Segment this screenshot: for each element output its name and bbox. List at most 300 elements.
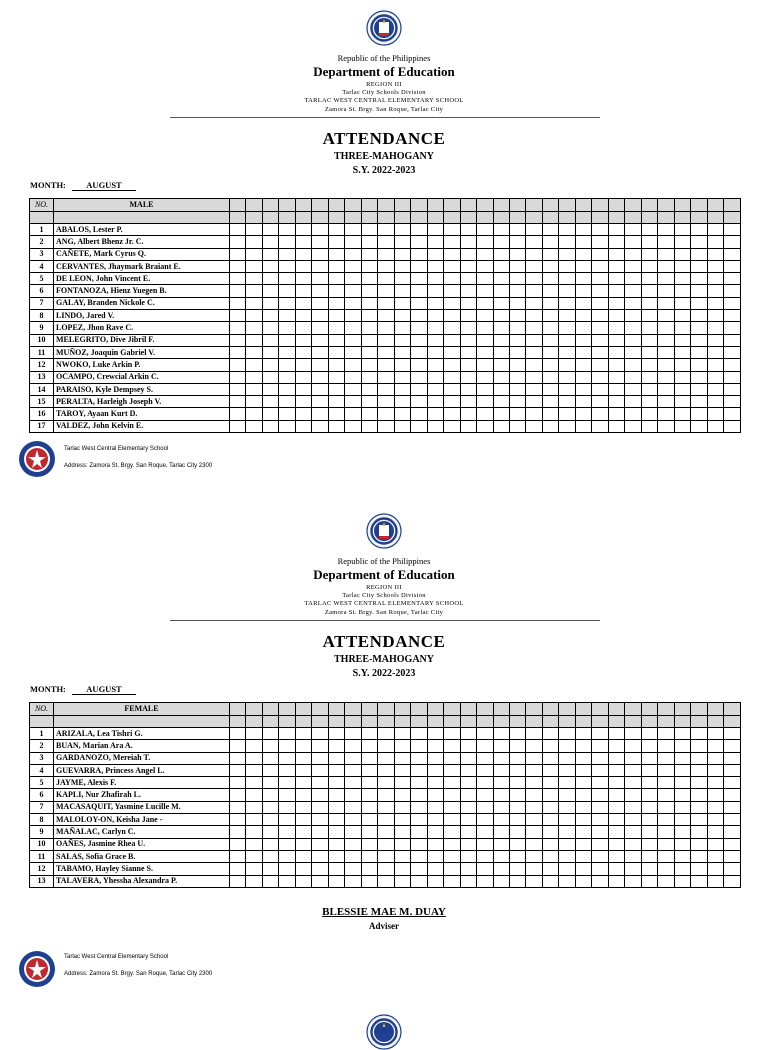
attendance-cell[interactable] (608, 814, 624, 826)
attendance-cell[interactable] (444, 396, 460, 408)
attendance-cell[interactable] (361, 408, 377, 420)
attendance-cell[interactable] (724, 420, 741, 432)
attendance-cell[interactable] (460, 728, 476, 740)
attendance-cell[interactable] (328, 777, 344, 789)
attendance-cell[interactable] (328, 740, 344, 752)
attendance-cell[interactable] (641, 224, 657, 236)
attendance-cell[interactable] (526, 420, 542, 432)
attendance-cell[interactable] (526, 310, 542, 322)
attendance-cell[interactable] (608, 285, 624, 297)
attendance-cell[interactable] (658, 740, 674, 752)
attendance-cell[interactable] (378, 789, 394, 801)
attendance-cell[interactable] (658, 814, 674, 826)
attendance-cell[interactable] (411, 728, 427, 740)
attendance-cell[interactable] (509, 322, 525, 334)
attendance-cell[interactable] (279, 408, 295, 420)
attendance-cell[interactable] (361, 334, 377, 346)
attendance-cell[interactable] (230, 789, 246, 801)
attendance-cell[interactable] (328, 236, 344, 248)
attendance-cell[interactable] (246, 875, 262, 887)
attendance-cell[interactable] (526, 371, 542, 383)
attendance-cell[interactable] (575, 777, 591, 789)
attendance-cell[interactable] (625, 334, 641, 346)
attendance-cell[interactable] (724, 273, 741, 285)
attendance-cell[interactable] (724, 875, 741, 887)
attendance-cell[interactable] (724, 850, 741, 862)
attendance-cell[interactable] (246, 359, 262, 371)
attendance-cell[interactable] (658, 248, 674, 260)
attendance-cell[interactable] (575, 396, 591, 408)
attendance-cell[interactable] (262, 789, 278, 801)
attendance-cell[interactable] (378, 396, 394, 408)
attendance-cell[interactable] (724, 297, 741, 309)
attendance-cell[interactable] (262, 777, 278, 789)
attendance-cell[interactable] (691, 273, 707, 285)
attendance-cell[interactable] (230, 383, 246, 395)
attendance-cell[interactable] (444, 359, 460, 371)
attendance-cell[interactable] (279, 740, 295, 752)
attendance-cell[interactable] (526, 838, 542, 850)
attendance-cell[interactable] (328, 408, 344, 420)
attendance-cell[interactable] (312, 346, 328, 358)
attendance-cell[interactable] (394, 826, 410, 838)
attendance-cell[interactable] (707, 383, 723, 395)
attendance-cell[interactable] (592, 764, 608, 776)
attendance-cell[interactable] (477, 740, 493, 752)
attendance-cell[interactable] (509, 838, 525, 850)
attendance-cell[interactable] (592, 826, 608, 838)
attendance-cell[interactable] (246, 236, 262, 248)
attendance-cell[interactable] (625, 838, 641, 850)
attendance-cell[interactable] (279, 875, 295, 887)
attendance-cell[interactable] (641, 789, 657, 801)
attendance-cell[interactable] (493, 789, 509, 801)
attendance-cell[interactable] (575, 875, 591, 887)
attendance-cell[interactable] (641, 346, 657, 358)
attendance-cell[interactable] (262, 838, 278, 850)
attendance-cell[interactable] (411, 396, 427, 408)
attendance-cell[interactable] (674, 814, 690, 826)
attendance-cell[interactable] (592, 728, 608, 740)
attendance-cell[interactable] (312, 814, 328, 826)
attendance-cell[interactable] (674, 273, 690, 285)
attendance-cell[interactable] (230, 863, 246, 875)
attendance-cell[interactable] (427, 371, 443, 383)
attendance-cell[interactable] (444, 260, 460, 272)
attendance-cell[interactable] (427, 801, 443, 813)
attendance-cell[interactable] (707, 310, 723, 322)
attendance-cell[interactable] (608, 383, 624, 395)
attendance-cell[interactable] (658, 396, 674, 408)
attendance-cell[interactable] (674, 764, 690, 776)
attendance-cell[interactable] (707, 801, 723, 813)
attendance-cell[interactable] (230, 396, 246, 408)
attendance-cell[interactable] (542, 740, 558, 752)
attendance-cell[interactable] (444, 850, 460, 862)
attendance-cell[interactable] (707, 863, 723, 875)
attendance-cell[interactable] (460, 789, 476, 801)
attendance-cell[interactable] (394, 334, 410, 346)
attendance-cell[interactable] (378, 740, 394, 752)
attendance-cell[interactable] (608, 396, 624, 408)
attendance-cell[interactable] (427, 740, 443, 752)
attendance-cell[interactable] (246, 383, 262, 395)
attendance-cell[interactable] (575, 285, 591, 297)
attendance-cell[interactable] (691, 740, 707, 752)
attendance-cell[interactable] (230, 850, 246, 862)
attendance-cell[interactable] (674, 346, 690, 358)
attendance-cell[interactable] (361, 236, 377, 248)
attendance-cell[interactable] (625, 371, 641, 383)
attendance-cell[interactable] (509, 789, 525, 801)
attendance-cell[interactable] (361, 875, 377, 887)
attendance-cell[interactable] (509, 752, 525, 764)
attendance-cell[interactable] (279, 728, 295, 740)
attendance-cell[interactable] (526, 260, 542, 272)
attendance-cell[interactable] (509, 728, 525, 740)
attendance-cell[interactable] (559, 777, 575, 789)
attendance-cell[interactable] (279, 236, 295, 248)
attendance-cell[interactable] (295, 383, 311, 395)
attendance-cell[interactable] (345, 396, 361, 408)
attendance-cell[interactable] (411, 838, 427, 850)
attendance-cell[interactable] (526, 740, 542, 752)
attendance-cell[interactable] (526, 789, 542, 801)
attendance-cell[interactable] (246, 801, 262, 813)
attendance-cell[interactable] (674, 420, 690, 432)
attendance-cell[interactable] (444, 310, 460, 322)
attendance-cell[interactable] (575, 850, 591, 862)
attendance-cell[interactable] (542, 814, 558, 826)
attendance-cell[interactable] (592, 863, 608, 875)
attendance-cell[interactable] (460, 814, 476, 826)
attendance-cell[interactable] (477, 875, 493, 887)
attendance-cell[interactable] (707, 838, 723, 850)
attendance-cell[interactable] (608, 273, 624, 285)
attendance-cell[interactable] (526, 396, 542, 408)
attendance-cell[interactable] (575, 740, 591, 752)
attendance-cell[interactable] (411, 359, 427, 371)
attendance-cell[interactable] (345, 224, 361, 236)
attendance-cell[interactable] (641, 740, 657, 752)
attendance-cell[interactable] (394, 789, 410, 801)
attendance-cell[interactable] (345, 383, 361, 395)
attendance-cell[interactable] (345, 863, 361, 875)
attendance-cell[interactable] (460, 224, 476, 236)
attendance-cell[interactable] (641, 273, 657, 285)
attendance-cell[interactable] (378, 297, 394, 309)
attendance-cell[interactable] (345, 297, 361, 309)
attendance-cell[interactable] (674, 740, 690, 752)
attendance-cell[interactable] (279, 383, 295, 395)
attendance-cell[interactable] (262, 826, 278, 838)
attendance-cell[interactable] (542, 801, 558, 813)
attendance-cell[interactable] (345, 875, 361, 887)
attendance-cell[interactable] (295, 764, 311, 776)
attendance-cell[interactable] (691, 334, 707, 346)
attendance-cell[interactable] (279, 826, 295, 838)
attendance-cell[interactable] (658, 863, 674, 875)
attendance-cell[interactable] (526, 863, 542, 875)
attendance-cell[interactable] (345, 752, 361, 764)
attendance-cell[interactable] (230, 777, 246, 789)
attendance-cell[interactable] (262, 850, 278, 862)
attendance-cell[interactable] (509, 408, 525, 420)
attendance-cell[interactable] (295, 236, 311, 248)
attendance-cell[interactable] (641, 863, 657, 875)
attendance-cell[interactable] (230, 408, 246, 420)
attendance-cell[interactable] (444, 764, 460, 776)
attendance-cell[interactable] (345, 850, 361, 862)
attendance-cell[interactable] (608, 346, 624, 358)
attendance-cell[interactable] (427, 838, 443, 850)
attendance-cell[interactable] (592, 224, 608, 236)
attendance-cell[interactable] (592, 297, 608, 309)
attendance-cell[interactable] (674, 826, 690, 838)
attendance-cell[interactable] (295, 248, 311, 260)
attendance-cell[interactable] (509, 346, 525, 358)
attendance-cell[interactable] (493, 224, 509, 236)
attendance-cell[interactable] (691, 838, 707, 850)
attendance-cell[interactable] (575, 248, 591, 260)
attendance-cell[interactable] (691, 777, 707, 789)
attendance-cell[interactable] (641, 359, 657, 371)
attendance-cell[interactable] (460, 383, 476, 395)
attendance-cell[interactable] (394, 408, 410, 420)
attendance-cell[interactable] (559, 740, 575, 752)
attendance-cell[interactable] (295, 850, 311, 862)
attendance-cell[interactable] (411, 346, 427, 358)
attendance-cell[interactable] (641, 752, 657, 764)
attendance-cell[interactable] (674, 728, 690, 740)
attendance-cell[interactable] (230, 310, 246, 322)
attendance-cell[interactable] (707, 789, 723, 801)
attendance-cell[interactable] (378, 850, 394, 862)
attendance-cell[interactable] (345, 777, 361, 789)
attendance-cell[interactable] (625, 224, 641, 236)
attendance-cell[interactable] (707, 322, 723, 334)
attendance-cell[interactable] (230, 801, 246, 813)
attendance-cell[interactable] (394, 346, 410, 358)
attendance-cell[interactable] (641, 371, 657, 383)
attendance-cell[interactable] (411, 297, 427, 309)
attendance-cell[interactable] (394, 260, 410, 272)
attendance-cell[interactable] (246, 322, 262, 334)
attendance-cell[interactable] (542, 728, 558, 740)
attendance-cell[interactable] (608, 826, 624, 838)
attendance-cell[interactable] (526, 334, 542, 346)
attendance-cell[interactable] (246, 728, 262, 740)
attendance-cell[interactable] (625, 875, 641, 887)
attendance-cell[interactable] (658, 728, 674, 740)
attendance-cell[interactable] (608, 764, 624, 776)
attendance-cell[interactable] (707, 728, 723, 740)
attendance-cell[interactable] (444, 728, 460, 740)
attendance-cell[interactable] (394, 310, 410, 322)
attendance-cell[interactable] (444, 224, 460, 236)
attendance-cell[interactable] (427, 777, 443, 789)
attendance-cell[interactable] (559, 297, 575, 309)
attendance-cell[interactable] (444, 248, 460, 260)
attendance-cell[interactable] (411, 285, 427, 297)
attendance-cell[interactable] (328, 826, 344, 838)
attendance-cell[interactable] (328, 334, 344, 346)
attendance-cell[interactable] (477, 764, 493, 776)
attendance-cell[interactable] (592, 408, 608, 420)
attendance-cell[interactable] (493, 371, 509, 383)
attendance-cell[interactable] (394, 814, 410, 826)
attendance-cell[interactable] (345, 408, 361, 420)
attendance-cell[interactable] (262, 740, 278, 752)
attendance-cell[interactable] (674, 875, 690, 887)
attendance-cell[interactable] (625, 273, 641, 285)
attendance-cell[interactable] (625, 420, 641, 432)
attendance-cell[interactable] (707, 297, 723, 309)
attendance-cell[interactable] (691, 371, 707, 383)
attendance-cell[interactable] (493, 310, 509, 322)
attendance-cell[interactable] (592, 801, 608, 813)
attendance-cell[interactable] (724, 814, 741, 826)
attendance-cell[interactable] (509, 224, 525, 236)
attendance-cell[interactable] (246, 297, 262, 309)
attendance-cell[interactable] (444, 752, 460, 764)
attendance-cell[interactable] (460, 310, 476, 322)
attendance-cell[interactable] (493, 740, 509, 752)
attendance-cell[interactable] (608, 224, 624, 236)
attendance-cell[interactable] (509, 396, 525, 408)
attendance-cell[interactable] (724, 863, 741, 875)
attendance-cell[interactable] (246, 863, 262, 875)
attendance-cell[interactable] (361, 838, 377, 850)
attendance-cell[interactable] (427, 789, 443, 801)
attendance-cell[interactable] (493, 826, 509, 838)
attendance-cell[interactable] (493, 752, 509, 764)
attendance-cell[interactable] (575, 297, 591, 309)
attendance-cell[interactable] (312, 224, 328, 236)
attendance-cell[interactable] (328, 728, 344, 740)
attendance-cell[interactable] (427, 408, 443, 420)
attendance-cell[interactable] (378, 260, 394, 272)
attendance-cell[interactable] (625, 826, 641, 838)
attendance-cell[interactable] (328, 752, 344, 764)
attendance-cell[interactable] (460, 740, 476, 752)
attendance-cell[interactable] (674, 334, 690, 346)
attendance-cell[interactable] (674, 789, 690, 801)
attendance-cell[interactable] (724, 728, 741, 740)
attendance-cell[interactable] (328, 396, 344, 408)
attendance-cell[interactable] (625, 777, 641, 789)
attendance-cell[interactable] (724, 789, 741, 801)
attendance-cell[interactable] (509, 875, 525, 887)
attendance-cell[interactable] (361, 826, 377, 838)
attendance-cell[interactable] (625, 322, 641, 334)
attendance-cell[interactable] (378, 273, 394, 285)
attendance-cell[interactable] (592, 236, 608, 248)
attendance-cell[interactable] (674, 297, 690, 309)
attendance-cell[interactable] (658, 850, 674, 862)
attendance-cell[interactable] (262, 764, 278, 776)
attendance-cell[interactable] (230, 420, 246, 432)
attendance-cell[interactable] (394, 248, 410, 260)
attendance-cell[interactable] (361, 814, 377, 826)
attendance-cell[interactable] (509, 334, 525, 346)
attendance-cell[interactable] (460, 260, 476, 272)
attendance-cell[interactable] (295, 408, 311, 420)
attendance-cell[interactable] (707, 346, 723, 358)
attendance-cell[interactable] (559, 850, 575, 862)
attendance-cell[interactable] (460, 359, 476, 371)
attendance-cell[interactable] (345, 420, 361, 432)
attendance-cell[interactable] (691, 850, 707, 862)
attendance-cell[interactable] (427, 863, 443, 875)
attendance-cell[interactable] (361, 789, 377, 801)
attendance-cell[interactable] (378, 826, 394, 838)
attendance-cell[interactable] (246, 752, 262, 764)
attendance-cell[interactable] (378, 875, 394, 887)
attendance-cell[interactable] (575, 224, 591, 236)
attendance-cell[interactable] (542, 863, 558, 875)
attendance-cell[interactable] (262, 322, 278, 334)
attendance-cell[interactable] (378, 777, 394, 789)
attendance-cell[interactable] (641, 248, 657, 260)
attendance-cell[interactable] (444, 371, 460, 383)
attendance-cell[interactable] (246, 764, 262, 776)
attendance-cell[interactable] (444, 273, 460, 285)
attendance-cell[interactable] (674, 322, 690, 334)
attendance-cell[interactable] (295, 752, 311, 764)
attendance-cell[interactable] (328, 875, 344, 887)
attendance-cell[interactable] (641, 801, 657, 813)
attendance-cell[interactable] (707, 875, 723, 887)
attendance-cell[interactable] (724, 801, 741, 813)
attendance-cell[interactable] (295, 310, 311, 322)
attendance-cell[interactable] (592, 248, 608, 260)
attendance-cell[interactable] (361, 248, 377, 260)
attendance-cell[interactable] (411, 371, 427, 383)
attendance-cell[interactable] (345, 740, 361, 752)
attendance-cell[interactable] (608, 740, 624, 752)
attendance-cell[interactable] (707, 420, 723, 432)
attendance-cell[interactable] (460, 875, 476, 887)
attendance-cell[interactable] (658, 420, 674, 432)
attendance-cell[interactable] (542, 764, 558, 776)
attendance-cell[interactable] (427, 420, 443, 432)
attendance-cell[interactable] (246, 850, 262, 862)
attendance-cell[interactable] (559, 752, 575, 764)
attendance-cell[interactable] (477, 273, 493, 285)
attendance-cell[interactable] (312, 420, 328, 432)
attendance-cell[interactable] (509, 297, 525, 309)
attendance-cell[interactable] (460, 777, 476, 789)
attendance-cell[interactable] (691, 420, 707, 432)
attendance-cell[interactable] (444, 826, 460, 838)
attendance-cell[interactable] (361, 371, 377, 383)
attendance-cell[interactable] (279, 248, 295, 260)
attendance-cell[interactable] (674, 248, 690, 260)
attendance-cell[interactable] (559, 359, 575, 371)
attendance-cell[interactable] (230, 875, 246, 887)
attendance-cell[interactable] (641, 396, 657, 408)
attendance-cell[interactable] (460, 236, 476, 248)
attendance-cell[interactable] (641, 777, 657, 789)
attendance-cell[interactable] (411, 248, 427, 260)
attendance-cell[interactable] (230, 826, 246, 838)
attendance-cell[interactable] (460, 752, 476, 764)
attendance-cell[interactable] (460, 764, 476, 776)
attendance-cell[interactable] (427, 260, 443, 272)
attendance-cell[interactable] (641, 826, 657, 838)
attendance-cell[interactable] (724, 383, 741, 395)
